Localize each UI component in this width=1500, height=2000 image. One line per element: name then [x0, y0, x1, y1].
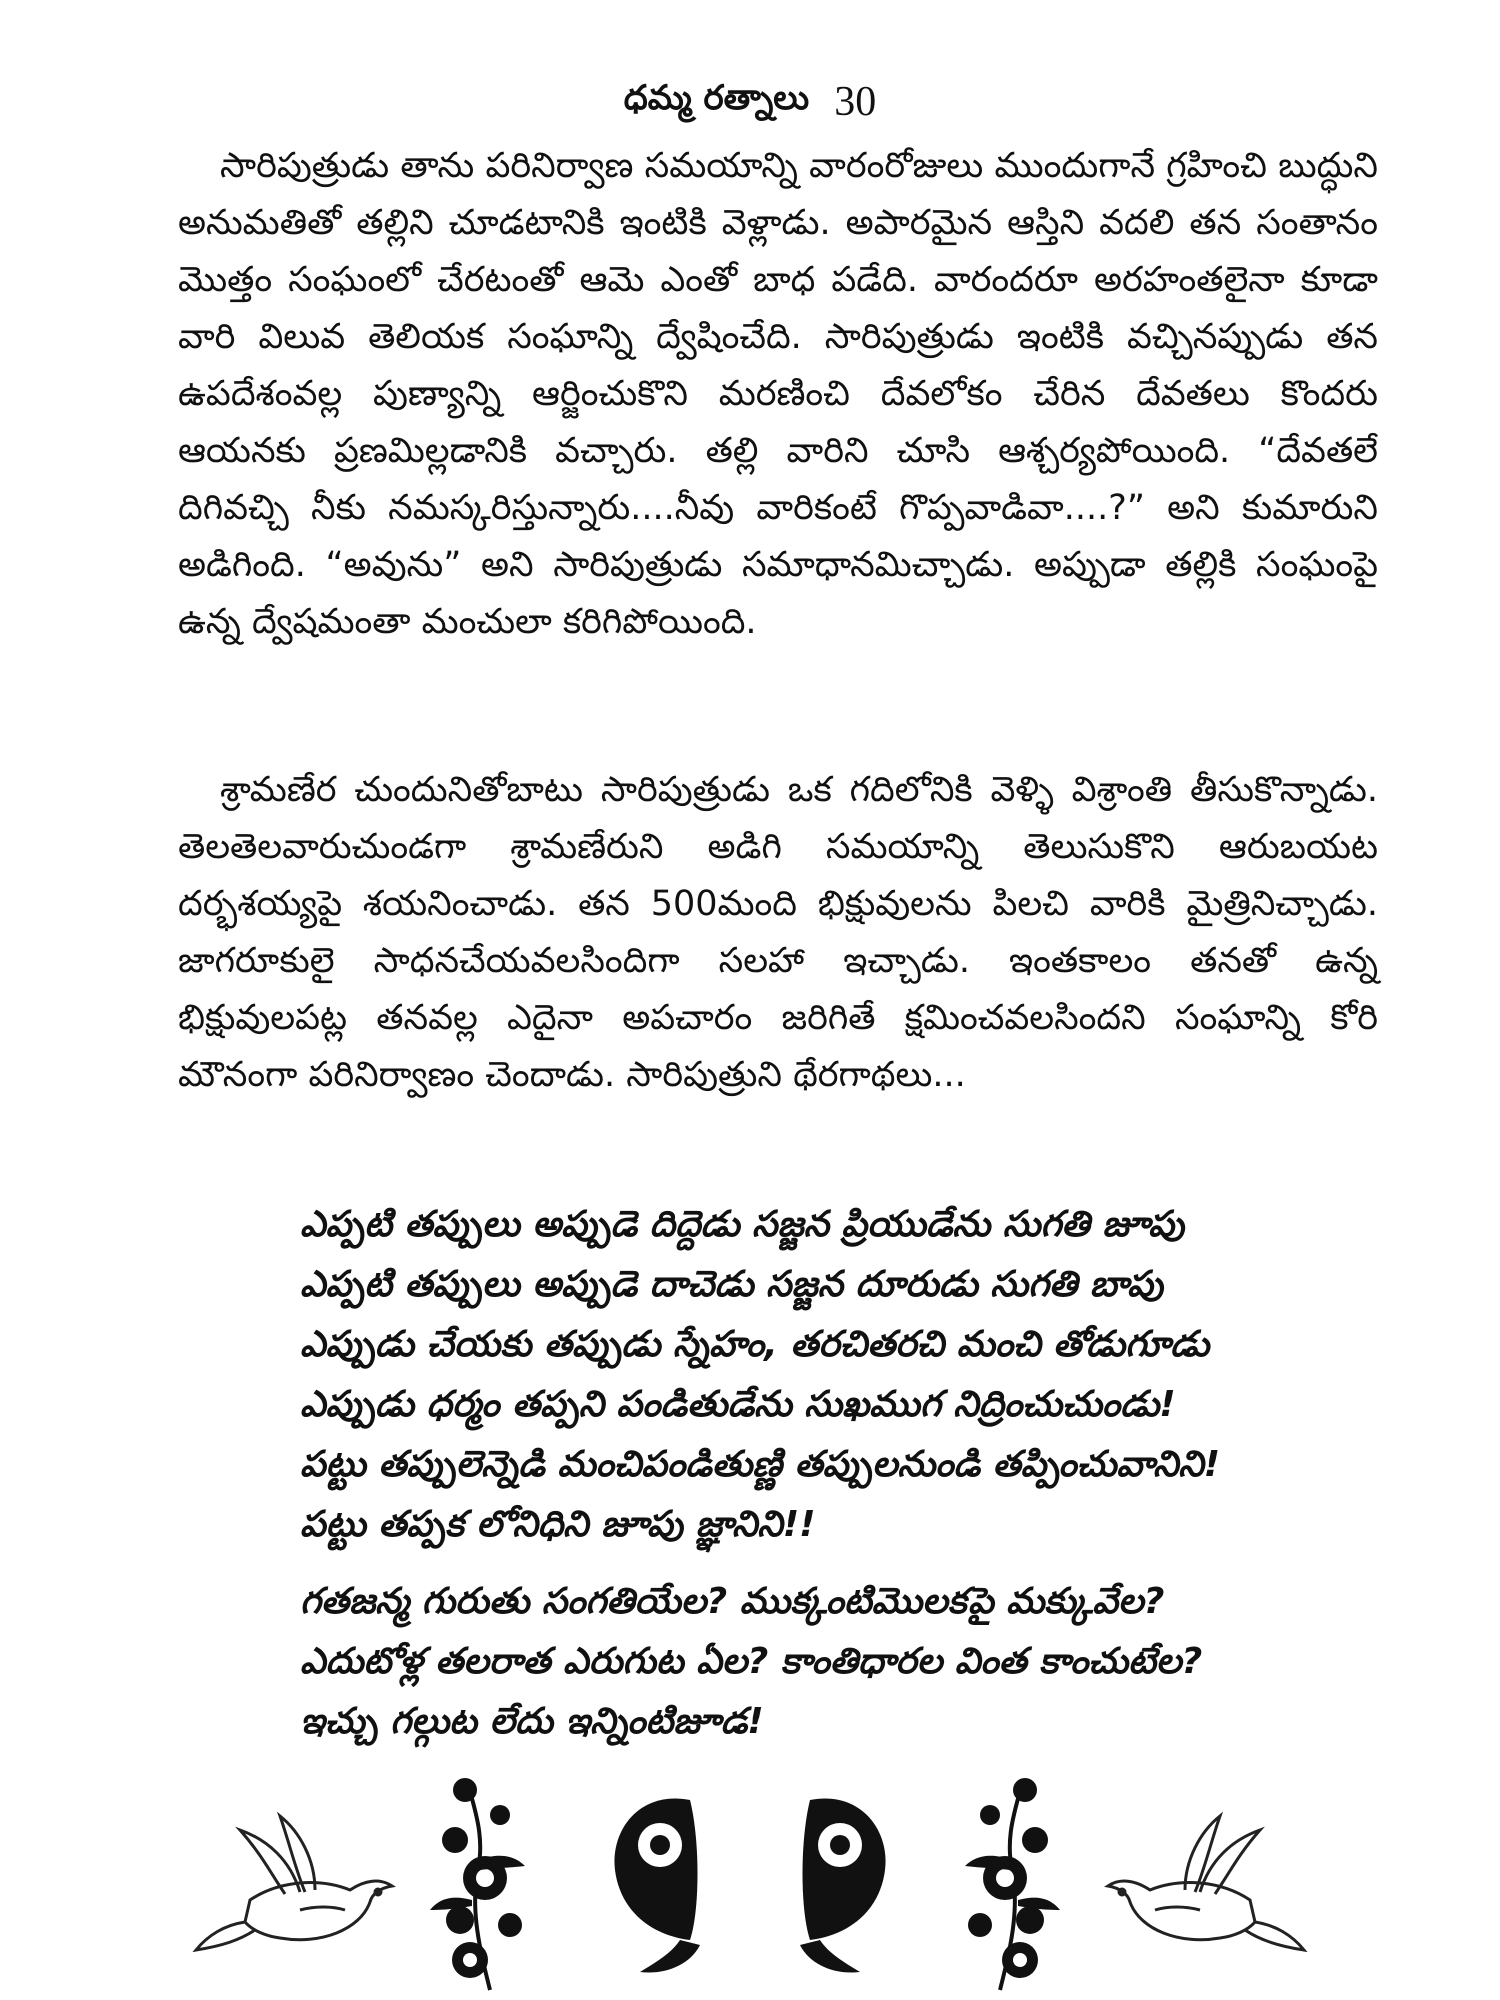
book-title: ధమ్మ రత్నాలు [623, 78, 810, 118]
flower-right-icon [965, 1778, 1060, 1990]
verse-line: పట్టు తప్పక లోనిధిని జూపు జ్ఞానిని!! [300, 1504, 816, 1545]
paragraph-1: సారిపుత్రుడు తాను పరినిర్వాణ సమయాన్ని వారంరోజులు ముందుగానే గ్రహించి బుద్ధుని అనుమతితో తల్లిని చూడటానికి ఇంటికి వెళ్లాడు. అపారమైన ఆస్తిని వదలి తన సంతానం మొత్తం సంఘంలో చేరటంతో ఆమె ఎంతో బాధ పడేది. వారందరూ అరహంతలైనా కూడా వారి విలువ తెలియక సంఘాన్ని ద్వేషించేది. సారిపుత్రుడు ఇంటికి వచ్చినప్పుడు తన ఉపదేశంవల్ల పుణ్యాన్ని ఆర్జించుకొని మరణించి దేవలోకం చేరిన దేవతలు కొందరు ఆయనకు ప్రణమిల్లడానికి వచ్చారు. తల్లి వారిని చూసి ఆశ్చర్యపోయింది. “దేవతలే దిగివచ్చి నీకు నమస్కరిస్తున్నారు....నీవు వారికంటే గొప్పవాడివా....?” అని కుమారుని అడిగింది. “అవును” అని సారిపుత్రుడు సమాధానమిచ్చాడు. అప్పుడా తల్లికి సంఘంపై ఉన్న ద్వేషమంతా మంచులా కరిగిపోయింది. [178, 146, 1378, 642]
flower-left-icon [430, 1778, 525, 1990]
verse-stanza-1 [300, 1195, 1390, 1555]
paragraph-2: శ్రామణేర చుందునితోబాటు సారిపుత్రుడు ఒక గదిలోనికి వెళ్ళి విశ్రాంతి తీసుకొన్నాడు. తెలతెలవారుచుండగా శ్రామణేరుని అడిగి సమయాన్ని తెలుసుకొని ఆరుబయట దర్భశయ్యపై శయనించాడు. తన 500మంది భిక్షువులను పిలచి వారికి మైత్రినిచ్చాడు. జాగరూకులై సాధనచేయవలసిందిగా సలహా ఇచ్చాడు. ఇంతకాలం తనతో ఉన్న భిక్షువులపట్ల తనవల్ల ఎదైనా అపచారం జరిగితే క్షమించవలసిందని సంఘాన్ని కోరి మౌనంగా పరినిర్వాణం చెందాడు. సారిపుత్రుని థేరగాథలు... [178, 770, 1378, 1095]
verse-line: గతజన్మ గురుతు సంగతియేల? ముక్కంటిమొలకపై మక్కువేల? [300, 1581, 1165, 1622]
page-header [0, 78, 1500, 138]
verse-line: ఎదుటోళ్ల తలరాత ఎరుగుట ఏల? కాంతిధారల వింత కాంచుటేల? [300, 1641, 1203, 1682]
decorative-ornaments [0, 1760, 1500, 2000]
verse-line: ఎప్పుడు ధర్మం తప్పని పండితుడేను సుఖముగ నిద్రించుచుండు! [300, 1384, 1176, 1425]
verse-line: పట్టు తప్పులెన్నెడి మంచిపండితుణ్ణి తప్పులనుండి తప్పించువానిని! [300, 1444, 1221, 1485]
peacock-medallion-icon [614, 1798, 885, 1972]
dove-left-icon [196, 1816, 392, 1950]
verse-line: ఎప్పటి తప్పులు అప్పుడె దిద్దెడు సజ్జన ప్రియుడేను సుగతి జూపు [300, 1204, 1185, 1245]
page-number: 30 [834, 79, 877, 125]
verse-stanza-2 [300, 1572, 1390, 1752]
verse-line: ఇచ్చు గల్గుట లేదు ఇన్నింటిజూడ! [300, 1701, 764, 1742]
verse-line: ఎప్పటి తప్పులు అప్పుడె దాచెడు సజ్జన దూరుడు సుగతి బాపు [300, 1264, 1164, 1305]
verse-line: ఎప్పుడు చేయకు తప్పుడు స్నేహం, తరచితరచి మంచి తోడుగూడు [300, 1324, 1210, 1365]
dove-right-icon [1108, 1816, 1304, 1950]
